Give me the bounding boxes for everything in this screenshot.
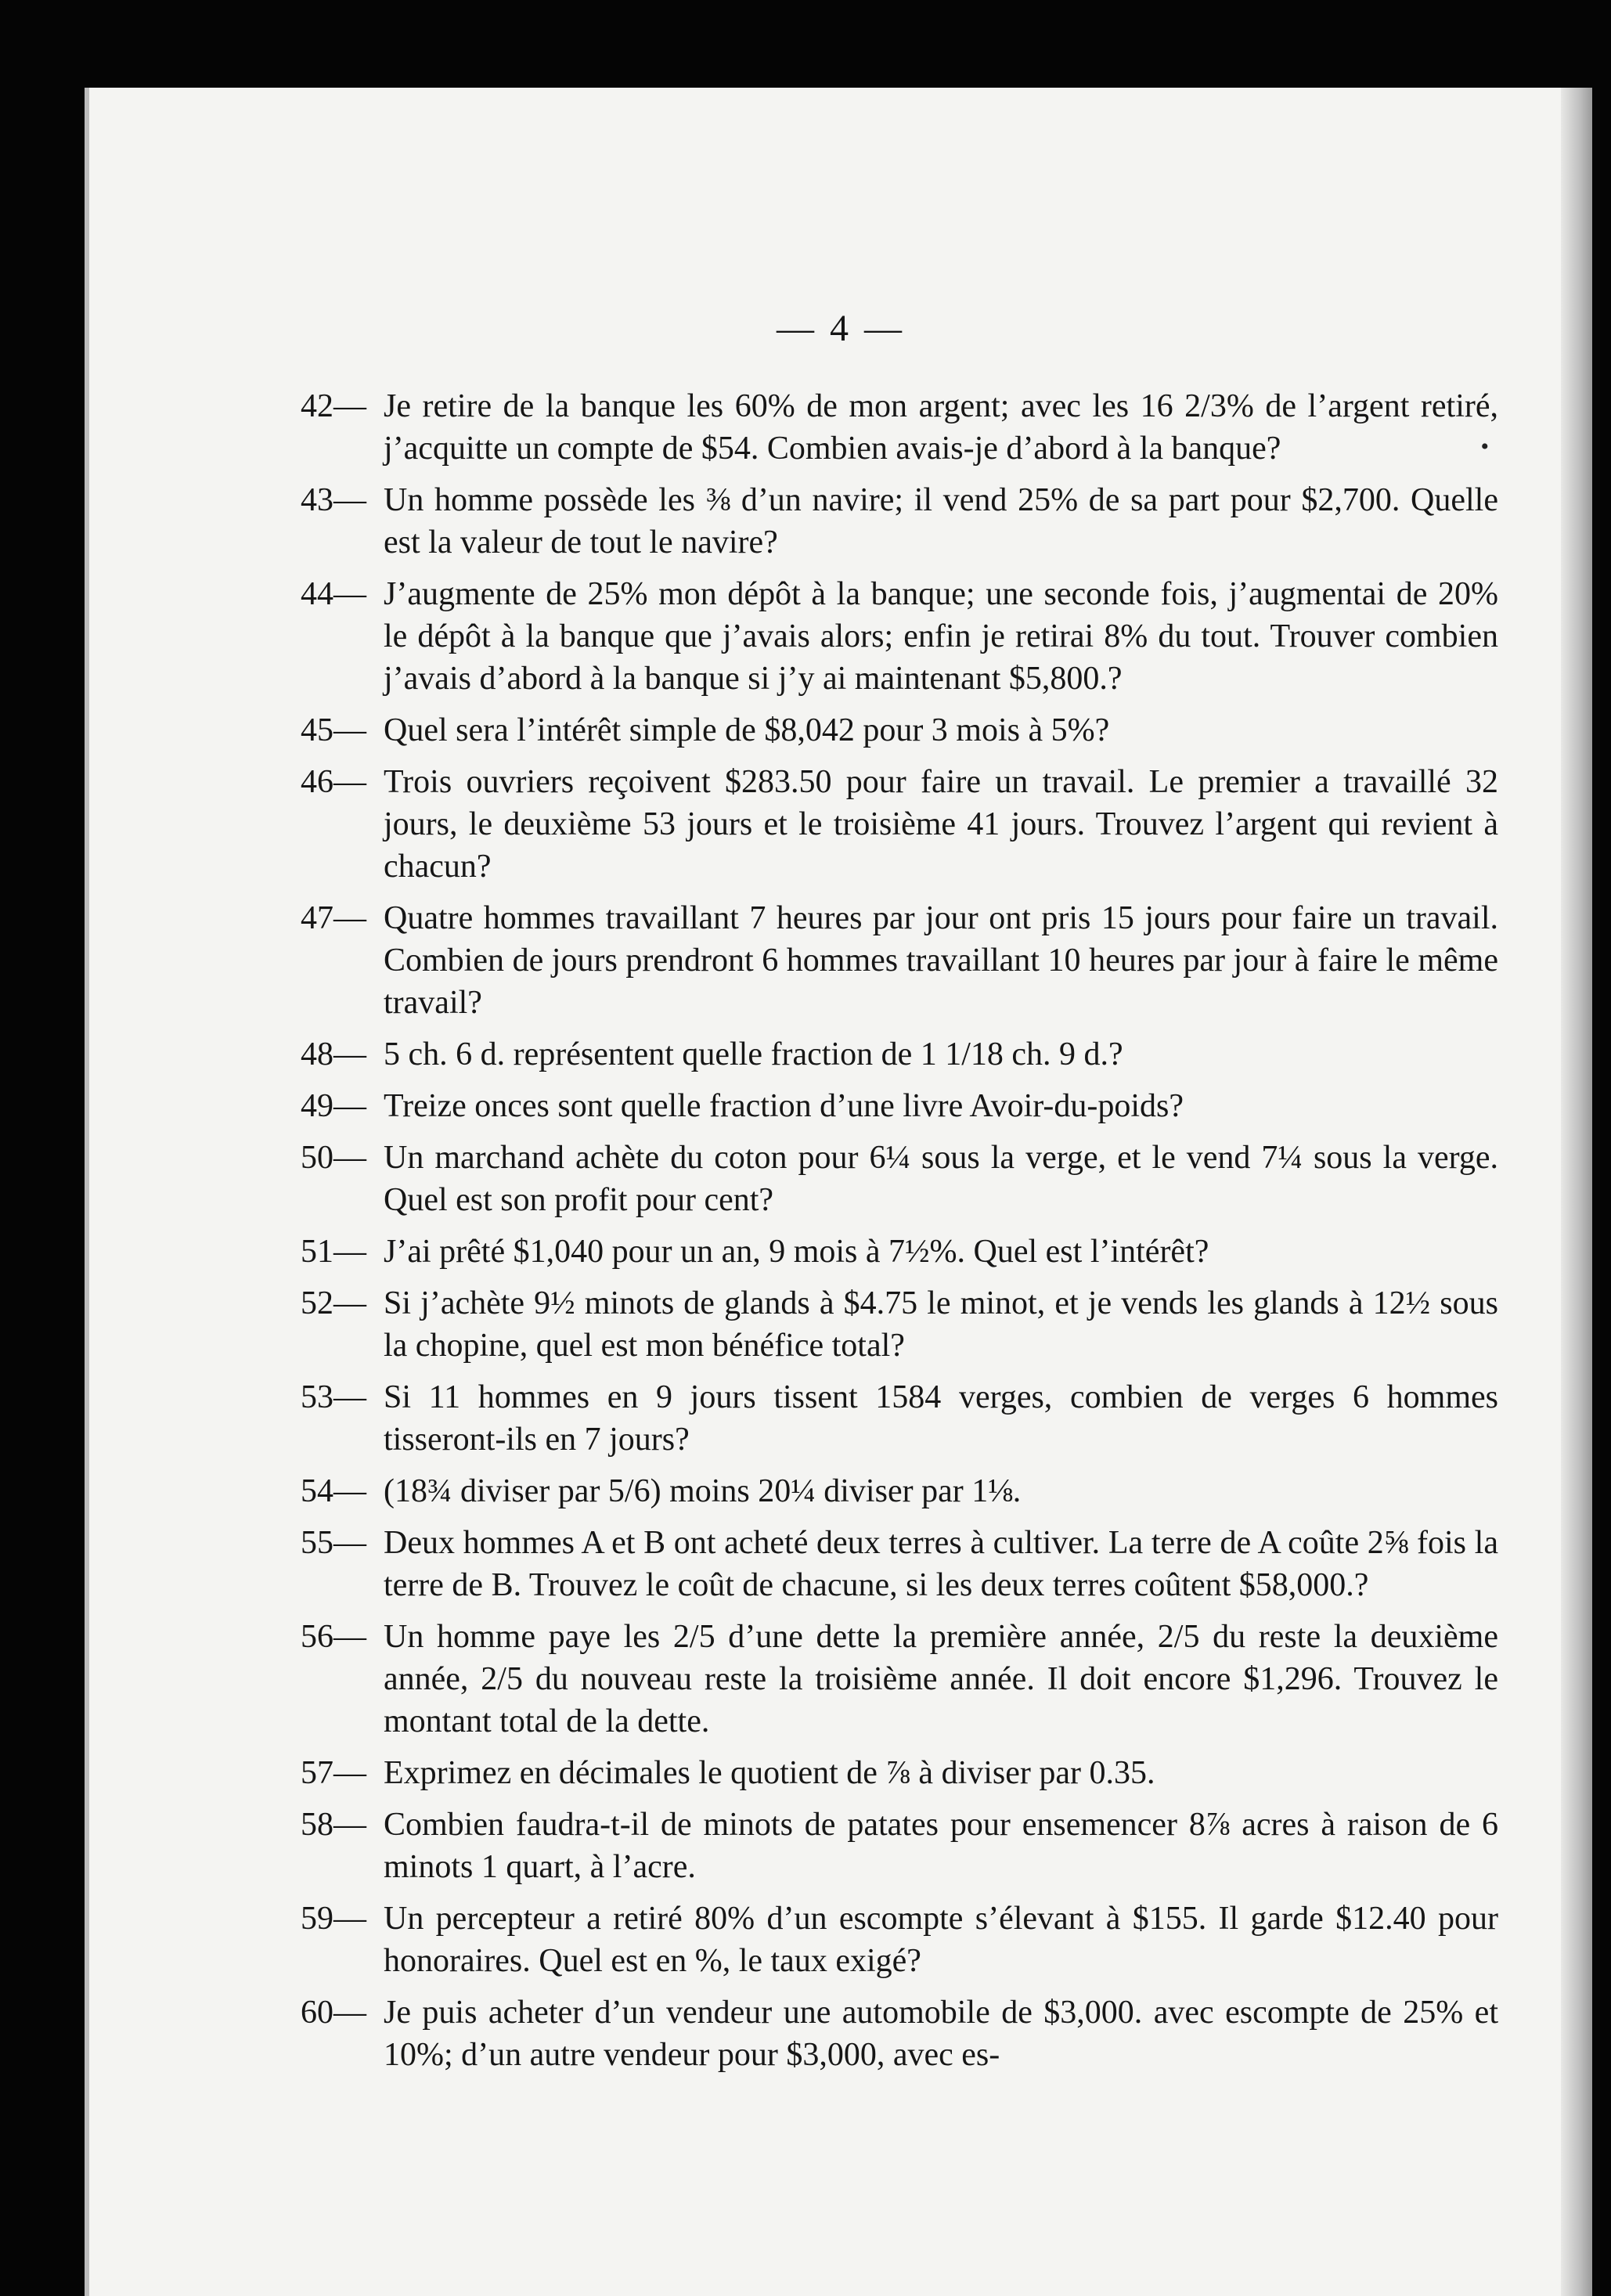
problem-number: 49—: [301, 1088, 366, 1124]
problem-number: 51—: [301, 1234, 366, 1270]
problem-51: [301, 1231, 1498, 1273]
problem-list: [301, 385, 1498, 2085]
problem-number: 58—: [301, 1807, 366, 1843]
problem-number: 55—: [301, 1525, 366, 1561]
problem-59: [301, 1898, 1498, 1982]
problem-text: Quel sera l’intérêt simple de $8,042 pour 3 mois à 5%?: [384, 712, 1110, 748]
problem-number: 60—: [301, 1995, 366, 2031]
problem-52: [301, 1282, 1498, 1367]
problem-53: [301, 1376, 1498, 1461]
problem-number: 54—: [301, 1473, 366, 1509]
problem-text: Si 11 hommes en 9 jours tissent 1584 verges, combien de verges 6 hommes tisseront-ils en 7 jours?: [384, 1379, 1498, 1458]
problem-text: Si j’achète 9½ minots de glands à $4.75 le minot, et je vends les glands à 12½ sous la chopine, quel est mon bénéfice total?: [384, 1285, 1498, 1364]
problem-text: Un marchand achète du coton pour 6¼ sous la verge, et le vend 7¼ sous la verge. Quel est son profit pour cent?: [384, 1140, 1498, 1218]
problem-text: Exprimez en décimales le quotient de ⅞ à diviser par 0.35.: [384, 1755, 1155, 1791]
problem-number: 52—: [301, 1285, 366, 1321]
problem-57: [301, 1752, 1498, 1794]
problem-text: Je puis acheter d’un vendeur une automobile de $3,000. avec escompte de 25% et 10%; d’un autre vendeur pour $3,000, avec es-: [384, 1995, 1498, 2073]
problem-text: Trois ouvriers reçoivent $283.50 pour faire un travail. Le premier a travaillé 32 jours, le deuxième 53 jours et le troisième 41 jours. Trouvez l’argent qui revient à chacun?: [384, 764, 1498, 885]
problem-44: [301, 573, 1498, 700]
problem-text: Un homme possède les ⅜ d’un navire; il vend 25% de sa part pour $2,700. Quelle est la valeur de tout le navire?: [384, 482, 1498, 560]
problem-text: Combien faudra-t-il de minots de patates pour ensemencer 8⅞ acres à raison de 6 minots 1 quart, à l’acre.: [384, 1807, 1498, 1885]
problem-text: (18¾ diviser par 5/6) moins 20¼ diviser par 1⅛.: [384, 1473, 1022, 1509]
problem-number: 48—: [301, 1036, 366, 1072]
problem-45: [301, 709, 1498, 752]
problem-text: Quatre hommes travaillant 7 heures par jour ont pris 15 jours pour faire un travail. Combien de jours prendront 6 hommes travaillant 10 heures par jour à faire le même travail?: [384, 900, 1498, 1021]
problem-54: [301, 1470, 1498, 1512]
problem-text: Un homme paye les 2/5 d’une dette la première année, 2/5 du reste la deuxième année, 2/5 du nouveau reste la troisième année. Il doit encore $1,296. Trouvez le montant total de la dette.: [384, 1619, 1498, 1739]
stray-dot-mark: •: [1480, 434, 1489, 460]
problem-number: 53—: [301, 1379, 366, 1415]
problem-43: [301, 479, 1498, 564]
page-number: — 4 —: [777, 308, 905, 349]
problem-number: 46—: [301, 764, 366, 800]
problem-number: 50—: [301, 1140, 366, 1176]
problem-text: J’augmente de 25% mon dépôt à la banque; une seconde fois, j’augmentai de 20% le dépôt à la banque que j’avais alors; enfin je retirai 8% du tout. Trouver combien j’avais d’abord à la banque si j’y ai maintenant $5,800.?: [384, 576, 1498, 697]
problem-text: 5 ch. 6 d. représentent quelle fraction de 1 1/18 ch. 9 d.?: [384, 1036, 1123, 1072]
problem-56: [301, 1616, 1498, 1743]
problem-49: [301, 1085, 1498, 1127]
problem-number: 44—: [301, 576, 366, 612]
problem-48: [301, 1033, 1498, 1076]
problem-46: [301, 761, 1498, 888]
problem-42: [301, 385, 1498, 470]
problem-text: J’ai prêté $1,040 pour un an, 9 mois à 7½%. Quel est l’intérêt?: [384, 1234, 1209, 1270]
problem-text: Treize onces sont quelle fraction d’une livre Avoir-du-poids?: [384, 1088, 1184, 1124]
problem-number: 43—: [301, 482, 366, 518]
problem-text: Deux hommes A et B ont acheté deux terres à cultiver. La terre de A coûte 2⅝ fois la terre de B. Trouvez le coût de chacune, si les deux terres coûtent $58,000.?: [384, 1525, 1498, 1603]
problem-text: Je retire de la banque les 60% de mon argent; avec les 16 2/3% de l’argent retiré, j’acquitte un compte de $54. Combien avais-je d’abord à la banque?: [384, 388, 1498, 467]
problem-60: [301, 1991, 1498, 2076]
problem-55: [301, 1522, 1498, 1606]
problem-47: [301, 897, 1498, 1024]
problem-text: Un percepteur a retiré 80% d’un escompte s’élevant à $155. Il garde $12.40 pour honoraires. Quel est en %, le taux exigé?: [384, 1901, 1498, 1979]
problem-number: 59—: [301, 1901, 366, 1937]
problem-number: 57—: [301, 1755, 366, 1791]
scanned-page: [85, 88, 1592, 2296]
problem-50: [301, 1137, 1498, 1221]
problem-58: [301, 1804, 1498, 1888]
problem-number: 47—: [301, 900, 366, 936]
problem-number: 45—: [301, 712, 366, 748]
page-edge-shadow: [1561, 88, 1592, 2296]
problem-number: 56—: [301, 1619, 366, 1655]
problem-number: 42—: [301, 388, 366, 424]
